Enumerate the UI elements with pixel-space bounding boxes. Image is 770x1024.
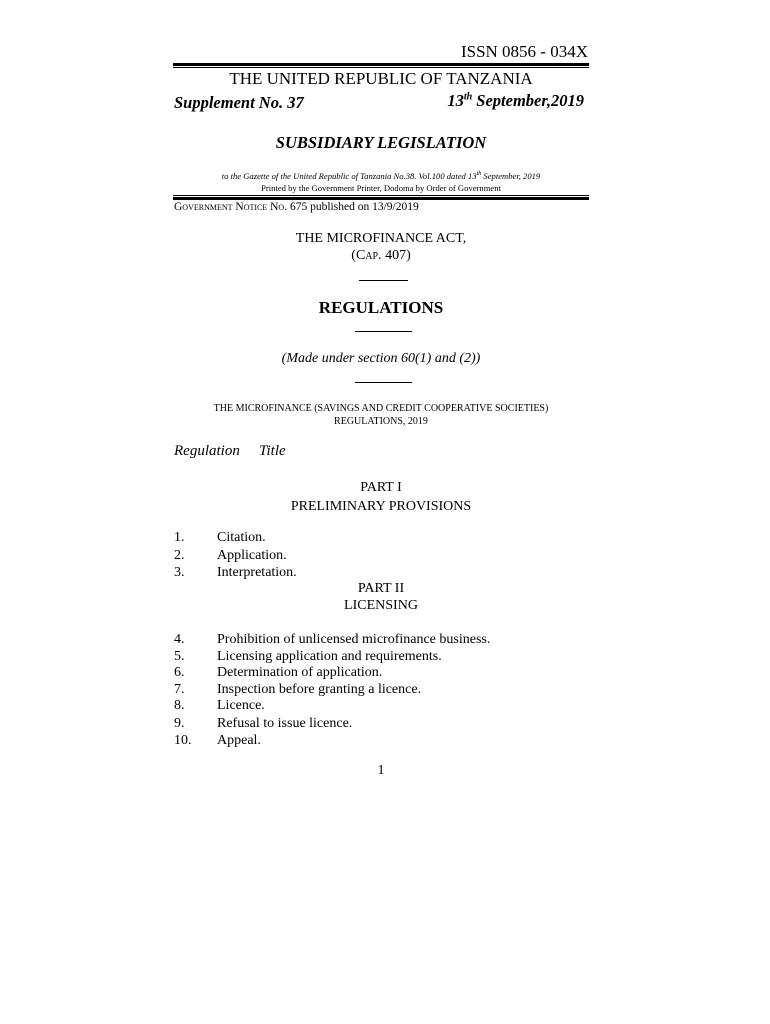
gazette-line-b: September, 2019 <box>481 171 541 181</box>
separator-rule <box>355 382 412 383</box>
list-item-number: 4. <box>174 632 185 647</box>
cap-label: Cap. <box>355 248 382 263</box>
government-notice <box>174 201 419 213</box>
list-item-number: 6. <box>174 665 185 680</box>
separator-rule <box>359 280 408 281</box>
republic-title: THE UNITED REPUBLIC OF TANZANIA <box>229 69 533 88</box>
part-heading: PART II <box>357 581 405 596</box>
gazette-line-a: to the Gazette of the United Republic of Tanzania No.38. Vol.100 dated 13 <box>221 171 477 181</box>
part-heading: PART I <box>360 480 402 495</box>
notice-prefix: Government Notice No. <box>174 201 288 213</box>
list-item-title: Licence. <box>217 698 265 713</box>
list-item-title: Application. <box>217 548 287 563</box>
cap-rest: 407) <box>381 248 411 263</box>
list-item-title: Appeal. <box>217 733 261 748</box>
printer-line: Printed by the Government Printer, Dodoma by Order of Government <box>261 183 501 193</box>
list-item-number: 7. <box>174 682 185 697</box>
regulations-title <box>173 402 589 428</box>
date-day: 13 <box>447 91 464 110</box>
list-item-number: 1. <box>174 530 185 545</box>
list-item-number: 5. <box>174 649 185 664</box>
header-top-rule <box>173 63 589 66</box>
notice-rest: 675 published on 13/9/2019 <box>287 201 419 213</box>
supplement-date <box>447 91 584 111</box>
part-name: LICENSING <box>344 598 418 613</box>
act-chapter <box>173 248 589 264</box>
list-item-number: 8. <box>174 698 185 713</box>
header-bottom-rule <box>173 197 589 200</box>
list-item-number: 2. <box>174 548 185 563</box>
regulations-heading: REGULATIONS <box>318 298 444 317</box>
act-name: THE MICROFINANCE ACT, <box>295 231 467 246</box>
column-heading-title: Title <box>259 443 286 459</box>
date-rest: September,2019 <box>472 91 584 110</box>
column-heading-regulation: Regulation <box>174 443 240 459</box>
list-item-title: Citation. <box>217 530 266 545</box>
list-item-title: Refusal to issue licence. <box>217 716 353 731</box>
header-bottom-rule-thin <box>173 195 589 196</box>
list-item-title: Licensing application and requirements. <box>217 649 442 664</box>
made-under-section: (Made under section 60(1) and (2)) <box>281 351 481 366</box>
issn-number: ISSN 0856 - 034X <box>460 42 588 61</box>
gazette-reference <box>173 171 589 181</box>
page-number: 1 <box>377 763 385 778</box>
regulations-title-line2: REGULATIONS, 2019 <box>334 416 428 427</box>
header-top-rule-thin <box>173 67 589 68</box>
list-item-title: Determination of application. <box>217 665 383 680</box>
date-suffix: th <box>463 91 473 103</box>
supplement-number: Supplement No. 37 <box>174 93 304 112</box>
list-item-title: Inspection before granting a licence. <box>217 682 422 697</box>
subsidiary-legislation-heading: SUBSIDIARY LEGISLATION <box>275 133 487 152</box>
regulations-title-line1: THE MICROFINANCE (SAVINGS AND CREDIT COOPERATIVE SOCIETIES) <box>213 403 549 414</box>
gazette-line-sup: th <box>476 171 482 178</box>
list-item-title: Prohibition of unlicensed microfinance business. <box>217 632 491 647</box>
list-item-number: 9. <box>174 716 185 731</box>
list-item-title: Interpretation. <box>217 565 297 580</box>
part-name: PRELIMINARY PROVISIONS <box>290 499 472 514</box>
list-item-number: 3. <box>174 565 185 580</box>
cap-open: ( <box>351 248 356 263</box>
list-item-number: 10. <box>174 733 192 748</box>
separator-rule <box>355 331 412 332</box>
